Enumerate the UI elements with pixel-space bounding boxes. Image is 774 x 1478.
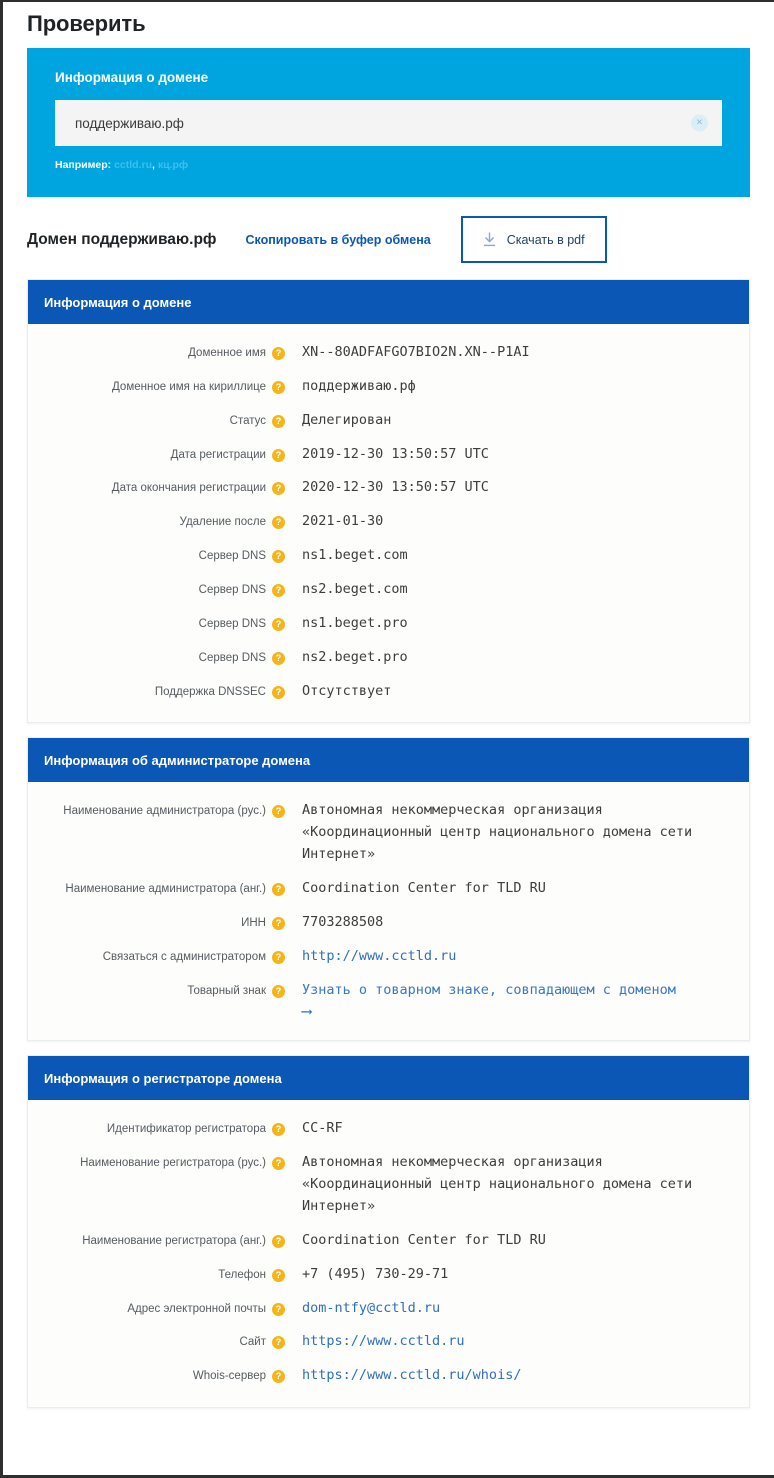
info-row-value [302, 342, 735, 364]
info-row-value [302, 647, 735, 669]
search-hint-separator: , [152, 159, 155, 171]
info-row-label: Адрес электронной почты [127, 1302, 266, 1315]
search-hint-link-2[interactable]: кц.рф [157, 159, 189, 171]
info-row-label: Сервер DNS [198, 584, 266, 597]
info-row-label: Удаление после [179, 516, 266, 529]
help-icon[interactable]: ? [272, 917, 285, 930]
info-row-label: Телефон [218, 1268, 266, 1281]
info-row-label: Сервер DNS [198, 651, 266, 664]
help-icon[interactable]: ? [272, 516, 285, 529]
card-header-admin-info: Информация об администраторе домена [28, 738, 749, 782]
info-row-label: Наименование регистратора (рус.) [80, 1157, 266, 1170]
help-icon[interactable]: ? [272, 618, 285, 631]
info-row [42, 336, 735, 370]
info-row-label: Товарный знак [187, 984, 266, 997]
info-row-label: Дата регистрации [170, 448, 266, 461]
info-row-value-text: http://www.cctld.ru [302, 947, 457, 964]
info-row [42, 1292, 735, 1326]
info-row-value-text: Автономная некоммерческая организация «Координационный центр национального домена сети Интернет» [302, 802, 693, 863]
info-row-value-text: https://www.cctld.ru [302, 1333, 465, 1350]
info-row-value [302, 477, 735, 499]
info-row-value [302, 376, 735, 398]
info-row [42, 906, 735, 940]
info-row-label: Whois-сервер [192, 1370, 266, 1383]
info-row-value-text: Coordination Center for TLD RU [302, 880, 546, 897]
info-row-value-text: Автономная некоммерческая организация «Координационный центр национального домена сети Интернет» [302, 1154, 693, 1215]
search-hint [55, 159, 722, 171]
info-row-value-text: 2019-12-30 13:50:57 UTC [302, 445, 489, 462]
info-row-value [302, 912, 735, 934]
help-icon[interactable]: ? [272, 381, 285, 394]
help-icon[interactable]: ? [272, 1123, 285, 1136]
info-row-value [302, 613, 735, 635]
info-row [42, 675, 735, 709]
info-row-value-text: Делегирован [302, 411, 392, 428]
info-row-label: Дата окончания регистрации [111, 482, 266, 495]
info-row [42, 471, 735, 505]
info-row [42, 1359, 735, 1393]
help-icon[interactable]: ? [272, 1235, 285, 1248]
info-row [42, 974, 735, 1027]
info-row-label: Доменное имя на кириллице [112, 380, 266, 393]
help-icon[interactable]: ? [272, 686, 285, 699]
info-row-label: Идентификатор регистратора [106, 1123, 266, 1136]
card-body-admin-info [28, 782, 749, 1040]
info-row [42, 539, 735, 573]
info-row [42, 1224, 735, 1258]
info-row-value [302, 1152, 735, 1218]
info-row-value-text: поддерживаю.рф [302, 377, 416, 394]
info-row-value[interactable] [302, 946, 735, 968]
info-row-value-text: CC-RF [302, 1120, 343, 1137]
page-title: Проверить [27, 11, 146, 36]
help-icon[interactable]: ? [272, 415, 285, 428]
help-icon[interactable]: ? [272, 1370, 285, 1383]
info-row-label: Связаться с администратором [102, 950, 266, 963]
card-admin-info [27, 737, 750, 1041]
info-row-value[interactable] [302, 1298, 735, 1320]
help-icon[interactable]: ? [272, 1157, 285, 1170]
download-pdf-label: Скачать в pdf [506, 232, 585, 247]
info-row-value-text: ns2.beget.pro [302, 648, 408, 665]
info-row [42, 1146, 735, 1224]
info-row-value-text: ns2.beget.com [302, 581, 408, 598]
info-row-label: Наименование регистратора (анг.) [82, 1234, 266, 1247]
info-row-value [302, 579, 735, 601]
info-row [42, 607, 735, 641]
help-icon[interactable]: ? [272, 805, 285, 818]
info-row-label: Наименование администратора (анг.) [65, 883, 266, 896]
info-row-value [302, 1230, 735, 1252]
info-row-value [302, 878, 735, 900]
info-row [42, 438, 735, 472]
info-row-value-text: 7703288508 [302, 913, 384, 930]
info-row-value [302, 410, 735, 432]
info-row [42, 872, 735, 906]
card-header-registrar-info: Информация о регистраторе домена [28, 1056, 749, 1100]
info-row-value[interactable] [302, 1331, 735, 1353]
info-row-value [302, 800, 735, 866]
info-row-value-text: 2020-12-30 13:50:57 UTC [302, 479, 489, 496]
info-row-value [302, 681, 735, 703]
info-row-value-text: ns1.beget.pro [302, 614, 408, 631]
info-row [42, 1325, 735, 1359]
info-row-value-text: https://www.cctld.ru/whois/ [302, 1367, 522, 1384]
info-row-value-text: Отсутствует [302, 682, 392, 699]
download-pdf-button[interactable] [461, 216, 607, 263]
info-row-value [302, 545, 735, 567]
arrow-right-icon[interactable]: ⟶ [302, 1002, 312, 1021]
help-icon[interactable]: ? [272, 584, 285, 597]
info-row-label: ИНН [241, 916, 266, 929]
info-row-value [302, 511, 735, 533]
card-registrar-info [27, 1055, 750, 1408]
help-icon[interactable]: ? [272, 1336, 285, 1349]
card-header-domain-info: Информация о домене [28, 280, 749, 324]
search-hint-link-1[interactable]: cctld.ru [114, 159, 153, 171]
info-row-value [302, 1264, 735, 1286]
help-icon[interactable]: ? [272, 1269, 285, 1282]
card-body-domain-info [28, 324, 749, 722]
info-row [42, 1112, 735, 1146]
help-icon[interactable]: ? [272, 951, 285, 964]
info-row [42, 370, 735, 404]
info-row [42, 794, 735, 872]
result-domain-title: Домен поддерживаю.рф [27, 230, 217, 248]
search-box[interactable] [55, 100, 722, 146]
info-row-label: Наименование администратора (рус.) [63, 805, 266, 818]
copy-to-clipboard-button[interactable]: Скопировать в буфер обмена [245, 232, 431, 247]
info-row-value-text: Узнать о товарном знаке, совпадающем с доменом [302, 981, 676, 998]
info-row [42, 1258, 735, 1292]
help-icon[interactable]: ? [272, 883, 285, 896]
info-row-label: Сервер DNS [198, 550, 266, 563]
help-icon[interactable]: ? [272, 482, 285, 495]
card-body-registrar-info [28, 1100, 749, 1407]
info-row-value[interactable] [302, 1365, 735, 1387]
info-row-label: Поддержка DNSSEC [154, 685, 266, 698]
download-icon [483, 232, 496, 247]
help-icon[interactable]: ? [272, 1303, 285, 1316]
help-icon[interactable]: ? [272, 449, 285, 462]
info-row [42, 641, 735, 675]
page-root [3, 11, 774, 1408]
info-row-value [302, 444, 735, 466]
info-row-value-text: dom-ntfy@cctld.ru [302, 1299, 441, 1316]
info-row-value-text: +7 (495) 730-29-71 [302, 1265, 449, 1282]
search-panel-title: Информация о домене [55, 70, 209, 85]
clear-icon[interactable]: × [691, 115, 708, 132]
info-row-value-text: ns1.beget.com [302, 547, 408, 564]
result-header [27, 216, 750, 263]
info-row-value-text: Coordination Center for TLD RU [302, 1231, 546, 1248]
info-row-label: Статус [229, 414, 266, 427]
info-row [42, 573, 735, 607]
help-icon[interactable]: ? [272, 550, 285, 563]
domain-search-panel [27, 48, 750, 197]
search-hint-prefix: Например: [55, 159, 112, 171]
help-icon[interactable]: ? [272, 347, 285, 360]
help-icon[interactable]: ? [272, 652, 285, 665]
sections-container [3, 279, 774, 1408]
help-icon[interactable]: ? [272, 985, 285, 998]
info-row-value-text: 2021-01-30 [302, 513, 384, 530]
card-domain-info [27, 279, 750, 723]
info-row-label: Сервер DNS [198, 617, 266, 630]
info-row-value[interactable] [302, 980, 735, 1021]
info-row-value [302, 1118, 735, 1140]
info-row-label: Доменное имя [188, 347, 266, 359]
info-row-value-text: XN--80ADFAFGO7BIO2N.XN--P1AI [302, 344, 530, 360]
info-row [42, 505, 735, 539]
info-row [42, 404, 735, 438]
domain-search-input[interactable] [73, 100, 704, 146]
info-row-label: Сайт [239, 1336, 266, 1349]
info-row [42, 940, 735, 974]
